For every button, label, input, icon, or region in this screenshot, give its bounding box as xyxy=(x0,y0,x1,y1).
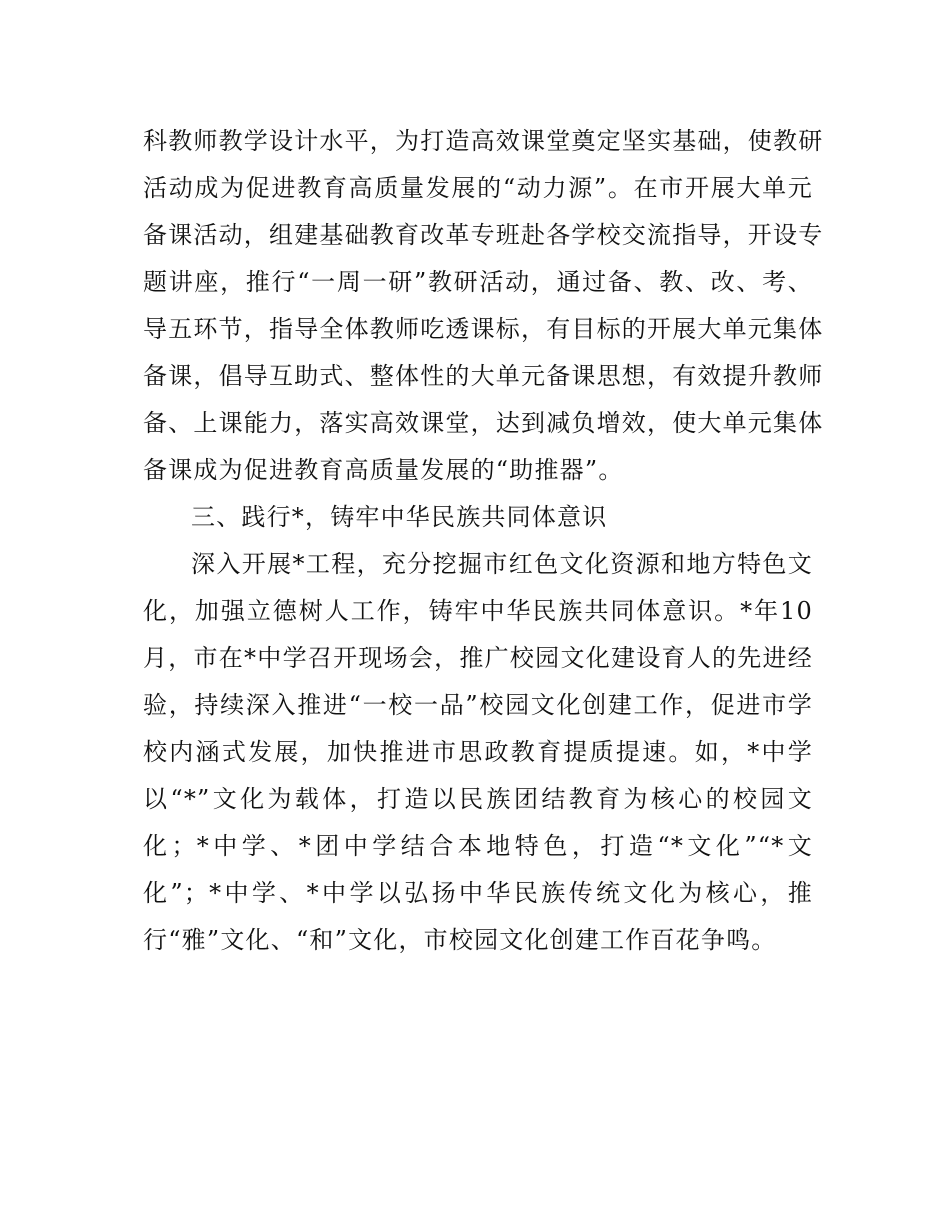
text-line: 以“*”文化为载体，打造以民族团结教育为核心的校园文 xyxy=(143,785,813,813)
text-line: 活动成为促进教育高质量发展的“动力源”。在市开展大单元 xyxy=(143,174,813,202)
paragraph-campus-culture xyxy=(143,541,813,964)
text-line: 化”；*中学、*中学以弘扬中华民族传统文化为核心，推 xyxy=(143,879,813,907)
text-line: 科教师教学设计水平，为打造高效课堂奠定坚实基础，使教研 xyxy=(143,127,824,155)
text-line: 备课，倡导互助式、整体性的大单元备课思想，有效提升教师 xyxy=(143,362,824,390)
text-line: 深入开展*工程，充分挖掘市红色文化资源和地方特色文 xyxy=(191,550,813,578)
text-line: 化，加强立德树人工作，铸牢中华民族共同体意识。*年10 xyxy=(143,597,813,625)
text-line: 备课成为促进教育高质量发展的“助推器”。 xyxy=(143,456,624,484)
text-line: 验，持续深入推进“一校一品”校园文化创建工作，促进市学 xyxy=(143,691,813,719)
text-line: 题讲座，推行“一周一研”教研活动，通过备、教、改、考、 xyxy=(143,268,813,296)
document-body xyxy=(143,118,824,964)
text-line: 校内涵式发展，加快推进市思政教育提质提速。如，*中学 xyxy=(143,738,813,766)
text-line: 化；*中学、*团中学结合本地特色，打造“*文化”“*文 xyxy=(143,832,813,860)
text-line: 备、上课能力，落实高效课堂，达到减负增效，使大单元集体 xyxy=(143,409,824,437)
text-line: 导五环节，指导全体教师吃透课标，有目标的开展大单元集体 xyxy=(143,315,824,343)
paragraph-teaching-research xyxy=(143,118,824,494)
section-heading: 三、践行*，铸牢中华民族共同体意识 xyxy=(191,503,608,531)
text-line: 行“雅”文化、“和”文化，市校园文化创建工作百花争鸣。 xyxy=(143,926,777,954)
text-line: 备课活动，组建基础教育改革专班赴各学校交流指导，开设专 xyxy=(143,221,824,249)
text-line: 月，市在*中学召开现场会，推广校园文化建设育人的先进经 xyxy=(143,644,813,672)
